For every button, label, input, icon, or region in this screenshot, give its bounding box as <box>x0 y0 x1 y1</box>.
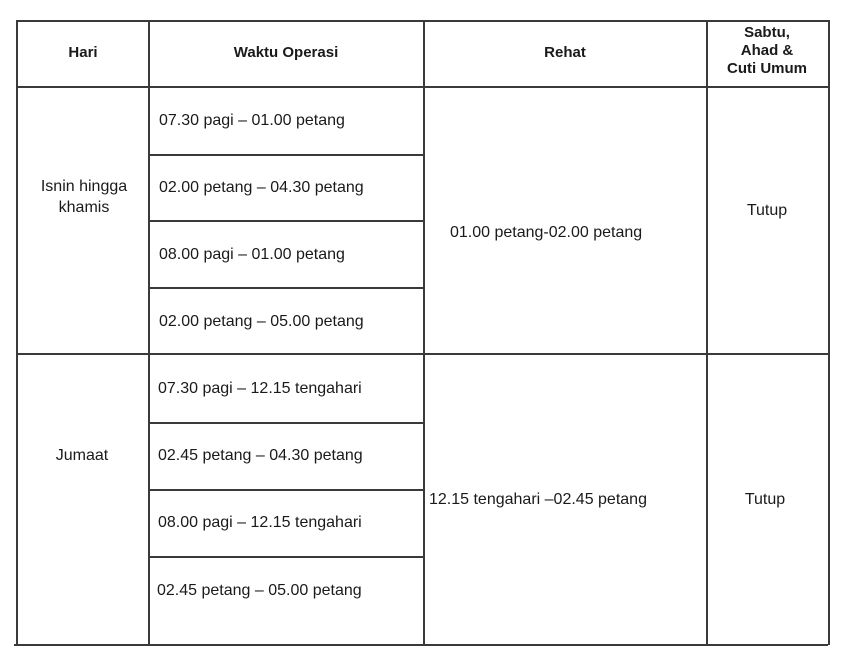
header-weekend-line: Ahad & <box>740 42 794 59</box>
header-hours: Waktu Operasi <box>233 44 339 61</box>
row-divider <box>149 287 424 289</box>
weekend-cell: Tutup <box>746 202 788 219</box>
hours-cell: 07.30 pagi – 01.00 petang <box>159 112 345 129</box>
column-divider <box>423 20 425 645</box>
break-cell: 12.15 tengahari –02.45 petang <box>429 491 647 508</box>
day-cell <box>41 176 127 218</box>
day-line: khamis <box>58 199 110 216</box>
hours-cell: 02.00 petang – 04.30 petang <box>159 179 364 196</box>
header-weekend-line: Cuti Umum <box>727 60 807 77</box>
header-day: Hari <box>68 44 98 61</box>
day-line: Jumaat <box>55 447 109 464</box>
row-divider <box>149 154 424 156</box>
hours-cell: 02.45 petang – 05.00 petang <box>157 582 362 599</box>
hours-cell: 02.45 petang – 04.30 petang <box>158 447 363 464</box>
hours-cell: 08.00 pagi – 01.00 petang <box>159 246 345 263</box>
weekend-cell: Tutup <box>744 491 786 508</box>
row-divider <box>148 422 423 424</box>
day-line: Isnin hingga <box>40 178 128 195</box>
row-divider <box>149 220 424 222</box>
day-cell <box>56 445 108 466</box>
hours-cell: 07.30 pagi – 12.15 tengahari <box>158 380 362 397</box>
table-border-right <box>828 20 830 645</box>
header-break: Rehat <box>544 44 586 61</box>
hours-cell: 08.00 pagi – 12.15 tengahari <box>158 514 362 531</box>
row-divider <box>148 556 423 558</box>
table-border-left <box>16 20 18 645</box>
column-divider <box>706 20 708 645</box>
header-weekend <box>727 24 807 78</box>
column-divider <box>148 20 150 645</box>
row-divider <box>148 489 423 491</box>
header-weekend-line: Sabtu, <box>744 24 790 41</box>
hours-cell: 02.00 petang – 05.00 petang <box>159 313 364 330</box>
break-cell: 01.00 petang-02.00 petang <box>450 224 643 241</box>
